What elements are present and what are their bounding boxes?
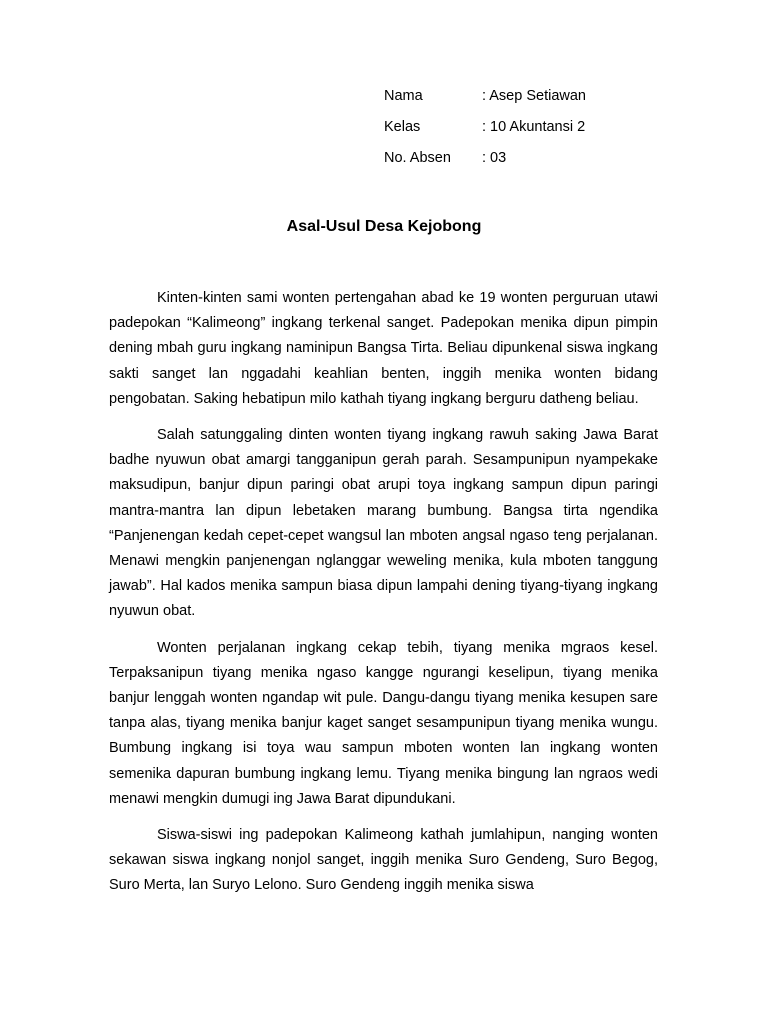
student-info [384,85,586,178]
paragraph-4: Siswa-siswi ing padepokan Kalimeong kathah jumlahipun, nanging wonten sekawan siswa ingkang nonjol sanget, inggih menika Suro Gendeng, Suro Begog, Suro Merta, lan Suryo Lelono. Suro Gendeng inggih menika siswa [109,827,658,894]
document-body [109,286,658,910]
class-value: : 10 Akuntansi 2 [482,119,586,135]
class-label: Kelas [384,119,421,135]
name-label: Nama [384,88,423,104]
info-row-class [384,116,586,147]
info-row-absen [384,147,586,178]
paragraph-2: Salah satunggaling dinten wonten tiyang ingkang rawuh saking Jawa Barat badhe nyuwun obat amargi tangganipun gerah parah. Sesampunipun nyampekake maksudipun, banjur dipun paringi obat arupi toya ingkang sampun dipun paringi mantra-mantra lan dipun lebetaken marang bumbung. Bangsa tirta ngendika “Panjenengan kedah cepet-cepet wangsul lan mboten angsal ngaso teng perjalanan. Menawi mengkin panjenengan nglanggar weweling menika, kula mboten tanggung jawab”. Hal kados menika sampun biasa dipun lampahi dening tiyang-tiyang ingkang nyuwun obat. [109,427,658,620]
absen-value: : 03 [482,150,507,166]
name-value: : Asep Setiawan [482,88,586,104]
info-row-name [384,85,586,116]
absen-label: No. Absen [384,150,451,166]
paragraph-1: Kinten-kinten sami wonten pertengahan abad ke 19 wonten perguruan utawi padepokan “Kalimeong” ingkang terkenal sanget. Padepokan menika dipun pimpin dening mbah guru ingkang naminipun Bangsa Tirta. Beliau dipunkenal siswa ingkang sakti sanget lan nggadahi keahlian benten, inggih menika wonten bidang pengobatan. Saking hebatipun milo kathah tiyang ingkang berguru datheng beliau. [109,290,658,407]
paragraph-3: Wonten perjalanan ingkang cekap tebih, tiyang menika mgraos kesel. Terpaksanipun tiyang menika ngaso kangge ngurangi keselipun, tiyang menika banjur lenggah wonten ngandap wit pule. Dangu-dangu tiyang menika kesupen sare tanpa alas, tiyang menika banjur kaget sanget sesampunipun tiyang menika wungu. Bumbung ingkang isi toya wau sampun mboten wonten lan ingkang wonten semenika dapuran bumbung ingkang lemu. Tiyang menika bingung lan ngraos wedi menawi mengkin dumugi ing Jawa Barat dipundukani. [109,639,658,807]
document-title: Asal-Usul Desa Kejobong [286,218,482,235]
